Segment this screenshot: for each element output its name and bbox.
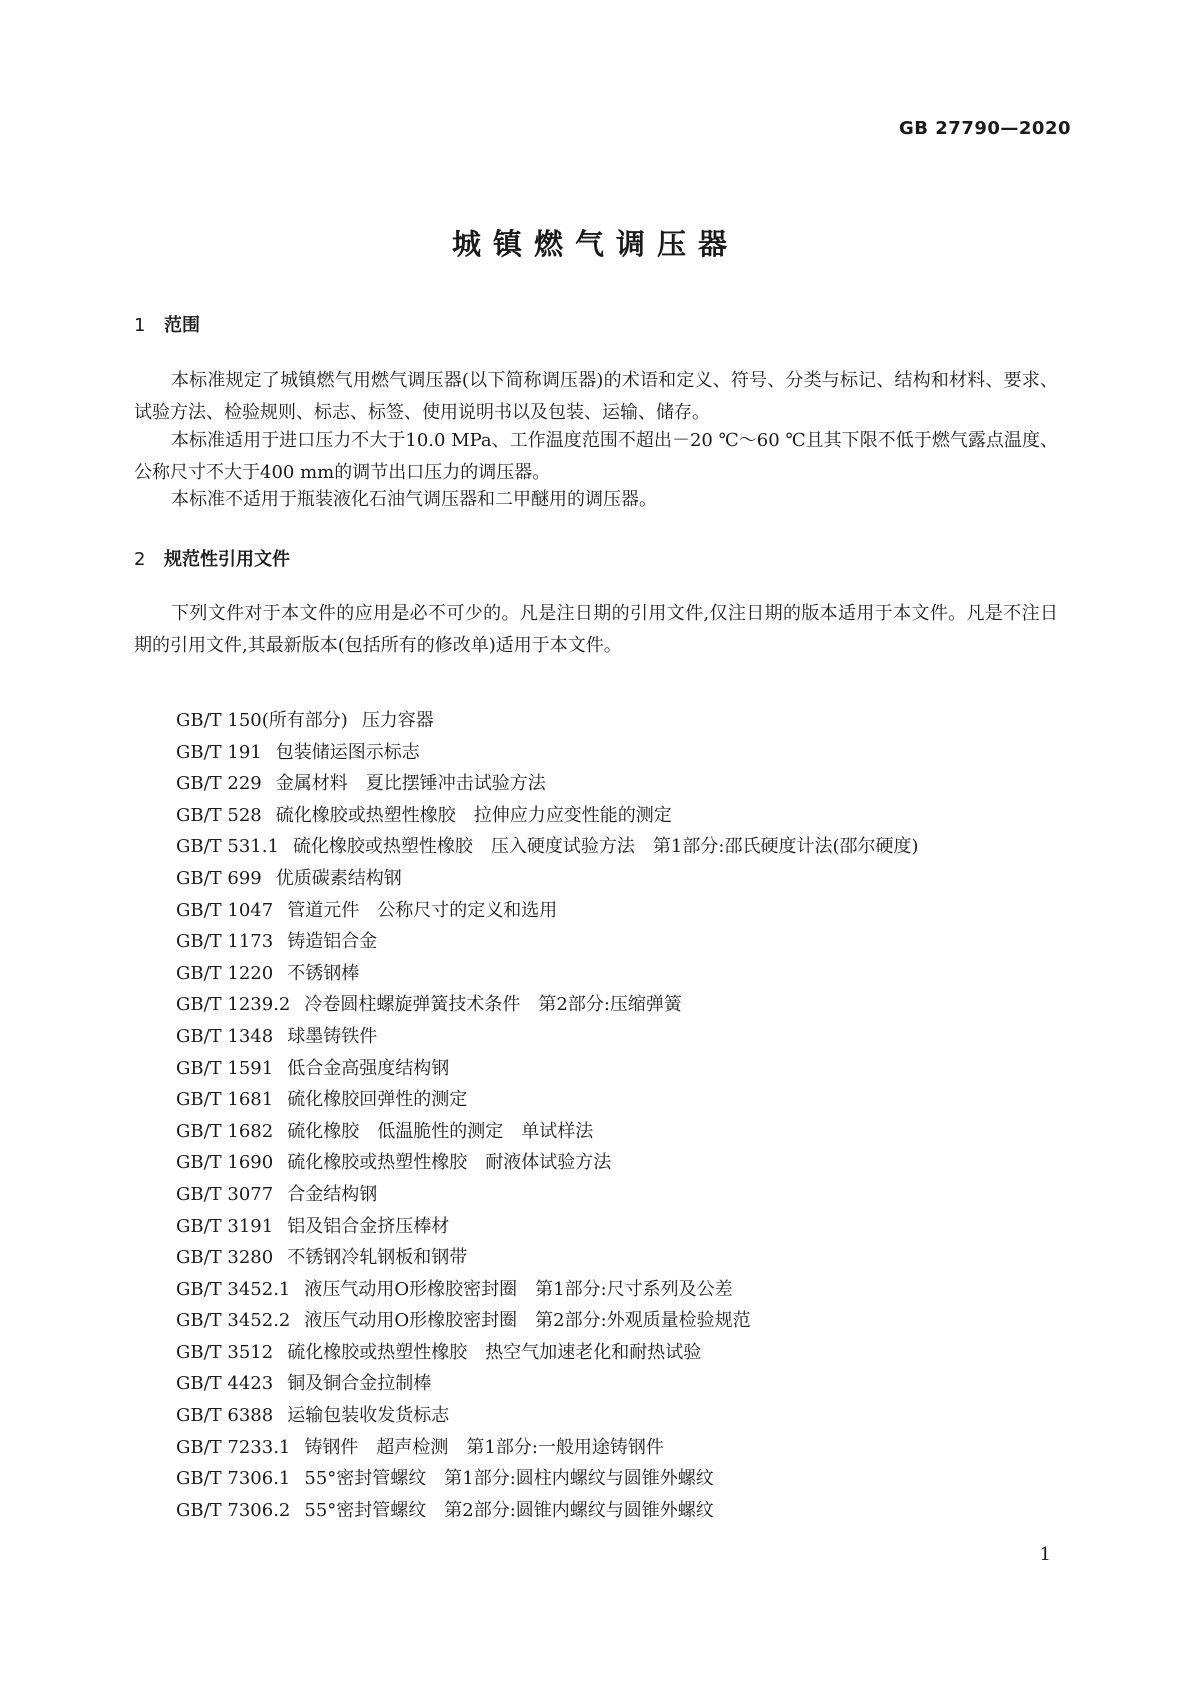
reference-code: GB/T 7233.1 [176, 1436, 291, 1458]
reference-code: GB/T 531.1 [176, 836, 279, 858]
reference-code: GB/T 229 [176, 773, 262, 795]
reference-title: 液压气动用O形橡胶密封圈 第1部分:尺寸系列及公差 [304, 1278, 733, 1300]
reference-item [176, 1400, 919, 1432]
reference-code: GB/T 6388 [176, 1405, 274, 1427]
reference-item [176, 1432, 919, 1464]
reference-item [176, 1337, 919, 1369]
section-1-paragraph-1: 本标准规定了城镇燃气用燃气调压器(以下简称调压器)的术语和定义、符号、分类与标记、结构和材料、要求、试验方法、检验规则、标志、标签、使用说明书以及包装、运输、储存。 [134, 370, 1058, 423]
reference-title: 管道元件 公称尺寸的定义和选用 [287, 899, 558, 921]
reference-title: 铝及铝合金挤压棒材 [287, 1215, 450, 1237]
reference-item [176, 705, 919, 737]
reference-title: 金属材料 夏比摆锤冲击试验方法 [275, 773, 546, 795]
reference-item [176, 1147, 919, 1179]
reference-item [176, 1242, 919, 1274]
reference-item [176, 768, 919, 800]
reference-title: 硫化橡胶或热塑性橡胶 压入硬度试验方法 第1部分:邵氏硬度计法(邵尔硬度) [292, 836, 919, 858]
reference-code: GB/T 3452.1 [176, 1278, 291, 1300]
reference-title: 冷卷圆柱螺旋弹簧技术条件 第2部分:压缩弹簧 [304, 994, 682, 1016]
reference-title: 运输包装收发货标志 [287, 1405, 450, 1427]
reference-code: GB/T 1348 [176, 1025, 274, 1047]
reference-code: GB/T 7306.1 [176, 1468, 291, 1490]
reference-code: GB/T 1047 [176, 899, 274, 921]
reference-item [176, 831, 919, 863]
reference-title: 铸钢件 超声检测 第1部分:一般用途铸钢件 [304, 1436, 664, 1458]
reference-code: GB/T 1690 [176, 1152, 274, 1174]
reference-item [176, 800, 919, 832]
reference-title: 硫化橡胶 低温脆性的测定 单试样法 [287, 1120, 594, 1142]
reference-code: GB/T 7306.2 [176, 1499, 291, 1521]
reference-code: GB/T 191 [176, 741, 262, 763]
reference-item [176, 1211, 919, 1243]
section-2-title: 规范性引用文件 [164, 549, 290, 570]
reference-item [176, 895, 919, 927]
section-2-heading [134, 545, 290, 571]
reference-item [176, 1368, 919, 1400]
reference-title: 硫化橡胶或热塑性橡胶 热空气加速老化和耐热试验 [287, 1341, 702, 1363]
section-1-paragraph-2: 本标准适用于进口压力不大于10.0 MPa、工作温度范围不超出－20 ℃～60 ℃且其下限不低于燃气露点温度、公称尺寸不大于400 mm的调节出口压力的调压器。 [134, 430, 1058, 483]
reference-item [176, 1179, 919, 1211]
reference-title: 包装储运图示标志 [275, 741, 420, 763]
reference-code: GB/T 1239.2 [176, 994, 291, 1016]
reference-code: GB/T 1173 [176, 931, 274, 953]
reference-item [176, 1305, 919, 1337]
reference-code: GB/T 3077 [176, 1183, 274, 1205]
reference-item [176, 926, 919, 958]
reference-item [176, 737, 919, 769]
reference-item [176, 1116, 919, 1148]
reference-item [176, 1463, 919, 1495]
reference-title: 不锈钢冷轧钢板和钢带 [287, 1247, 468, 1269]
reference-item [176, 863, 919, 895]
reference-title: 合金结构钢 [287, 1183, 378, 1205]
reference-code: GB/T 1682 [176, 1120, 274, 1142]
reference-title: 球墨铸铁件 [287, 1025, 378, 1047]
reference-code: GB/T 4423 [176, 1373, 274, 1395]
section-2-number: 2 [134, 549, 146, 570]
reference-item [176, 1021, 919, 1053]
reference-title: 硫化橡胶回弹性的测定 [287, 1089, 468, 1111]
reference-title: 铜及铜合金拉制棒 [287, 1373, 432, 1395]
reference-title: 优质碳素结构钢 [275, 867, 402, 889]
reference-code: GB/T 1591 [176, 1057, 274, 1079]
reference-item [176, 989, 919, 1021]
reference-item [176, 1495, 919, 1527]
reference-title: 铸造铝合金 [287, 931, 378, 953]
page-number: 1 [1039, 1544, 1051, 1565]
standard-number: GB 27790—2020 [899, 118, 1071, 139]
reference-code: GB/T 1681 [176, 1089, 274, 1111]
section-2-intro: 下列文件对于本文件的应用是必不可少的。凡是注日期的引用文件,仅注日期的版本适用于本文件。凡是不注日期的引用文件,其最新版本(包括所有的修改单)适用于本文件。 [134, 603, 1058, 656]
reference-title: 低合金高强度结构钢 [287, 1057, 450, 1079]
section-1-paragraph-3: 本标准不适用于瓶装液化石油气调压器和二甲醚用的调压器。 [171, 489, 657, 510]
section-1-title: 范围 [164, 315, 200, 336]
reference-code: GB/T 699 [176, 867, 262, 889]
section-1-heading [134, 311, 200, 337]
reference-title: 55°密封管螺纹 第1部分:圆柱内螺纹与圆锥外螺纹 [304, 1468, 714, 1490]
reference-code: GB/T 3280 [176, 1247, 274, 1269]
document-title: 城镇燃气调压器 [451, 227, 739, 261]
reference-code: GB/T 3452.2 [176, 1310, 291, 1332]
reference-title: 硫化橡胶或热塑性橡胶 拉伸应力应变性能的测定 [275, 804, 672, 826]
reference-code: GB/T 528 [176, 804, 262, 826]
reference-title: 液压气动用O形橡胶密封圈 第2部分:外观质量检验规范 [304, 1310, 751, 1332]
reference-title: 压力容器 [361, 710, 434, 731]
reference-title: 不锈钢棒 [287, 962, 360, 984]
normative-reference-list [176, 705, 919, 1526]
reference-item [176, 958, 919, 990]
section-1-number: 1 [134, 315, 146, 336]
reference-code: GB/T 3191 [176, 1215, 274, 1237]
reference-item [176, 1274, 919, 1306]
reference-code: GB/T 1220 [176, 962, 274, 984]
reference-item [176, 1053, 919, 1085]
reference-item [176, 1084, 919, 1116]
reference-code: GB/T 150(所有部分) [176, 710, 348, 731]
reference-code: GB/T 3512 [176, 1341, 274, 1363]
reference-title: 55°密封管螺纹 第2部分:圆锥内螺纹与圆锥外螺纹 [304, 1499, 714, 1521]
reference-title: 硫化橡胶或热塑性橡胶 耐液体试验方法 [287, 1152, 612, 1174]
